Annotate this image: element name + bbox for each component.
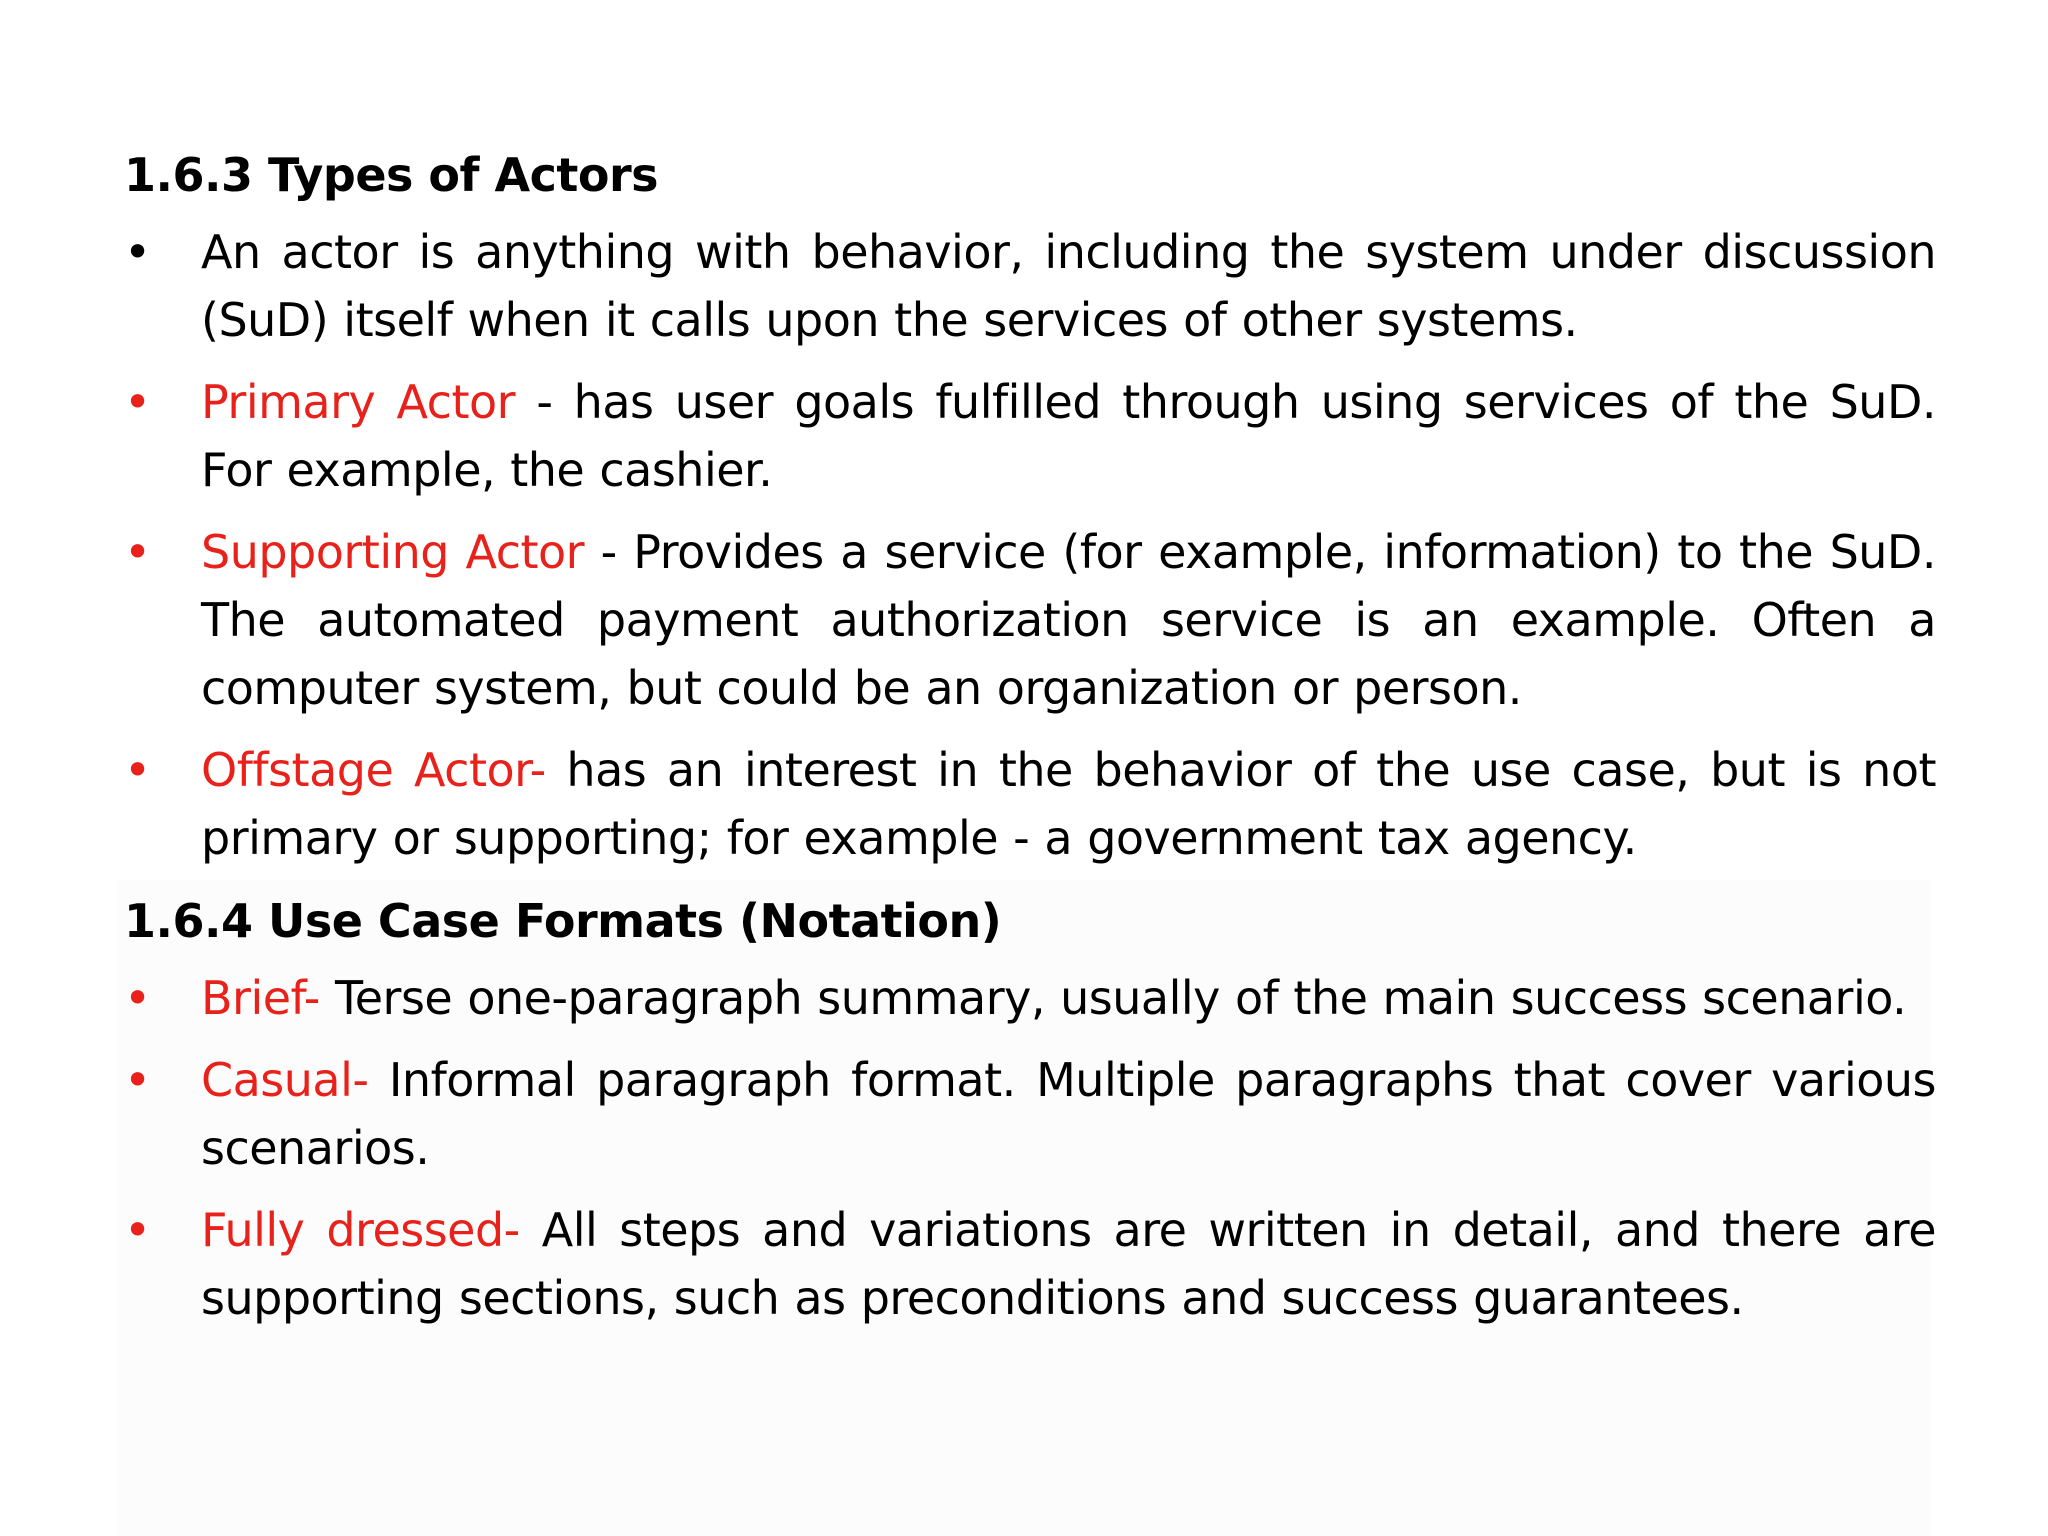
slide-content	[124, 140, 1936, 1346]
item-text: has an interest in the behavior of the use case, but is not primary or supporting; for example - a government tax agency.	[201, 743, 1936, 865]
item-text: - has user goals fulfilled through using services of the SuD. For example, the cashier.	[201, 375, 1936, 497]
list-item	[124, 218, 1936, 354]
item-term: Casual-	[201, 1053, 369, 1107]
item-term: Brief-	[201, 971, 320, 1025]
list-item	[124, 1046, 1936, 1182]
bullet-icon: •	[124, 1203, 151, 1257]
item-term: Offstage Actor-	[201, 743, 546, 797]
bullet-icon: •	[124, 375, 151, 429]
list-item	[124, 1196, 1936, 1332]
use-case-formats-list	[124, 964, 1936, 1332]
list-item	[124, 964, 1936, 1032]
item-term: Supporting Actor	[201, 525, 585, 579]
bullet-icon: •	[124, 971, 151, 1025]
list-item	[124, 368, 1936, 504]
bullet-icon: •	[124, 525, 151, 579]
bullet-icon: •	[124, 225, 151, 279]
item-text: An actor is anything with behavior, including the system under discussion (SuD) itself when it calls upon the services of other systems.	[201, 225, 1936, 347]
section-heading-use-case-formats: 1.6.4 Use Case Formats (Notation)	[124, 894, 1002, 948]
item-text: All steps and variations are written in detail, and there are supporting sections, such as preconditions and success guarantees.	[201, 1203, 1937, 1325]
list-item	[124, 736, 1936, 872]
actor-types-list	[124, 218, 1936, 872]
item-term: Primary Actor	[201, 375, 516, 429]
item-text: - Provides a service (for example, information) to the SuD. The automated payment authorization service is an example. Often a computer system, but could be an organization or person.	[201, 525, 1936, 715]
section-heading-types-of-actors: 1.6.3 Types of Actors	[124, 148, 659, 202]
bullet-icon: •	[124, 743, 151, 797]
list-item	[124, 518, 1936, 722]
item-term: Fully dressed-	[201, 1203, 520, 1257]
item-text: Informal paragraph format. Multiple paragraphs that cover various scenarios.	[201, 1053, 1936, 1175]
item-text: Terse one-paragraph summary, usually of the main success scenario.	[319, 971, 1907, 1025]
bullet-icon: •	[124, 1053, 151, 1107]
